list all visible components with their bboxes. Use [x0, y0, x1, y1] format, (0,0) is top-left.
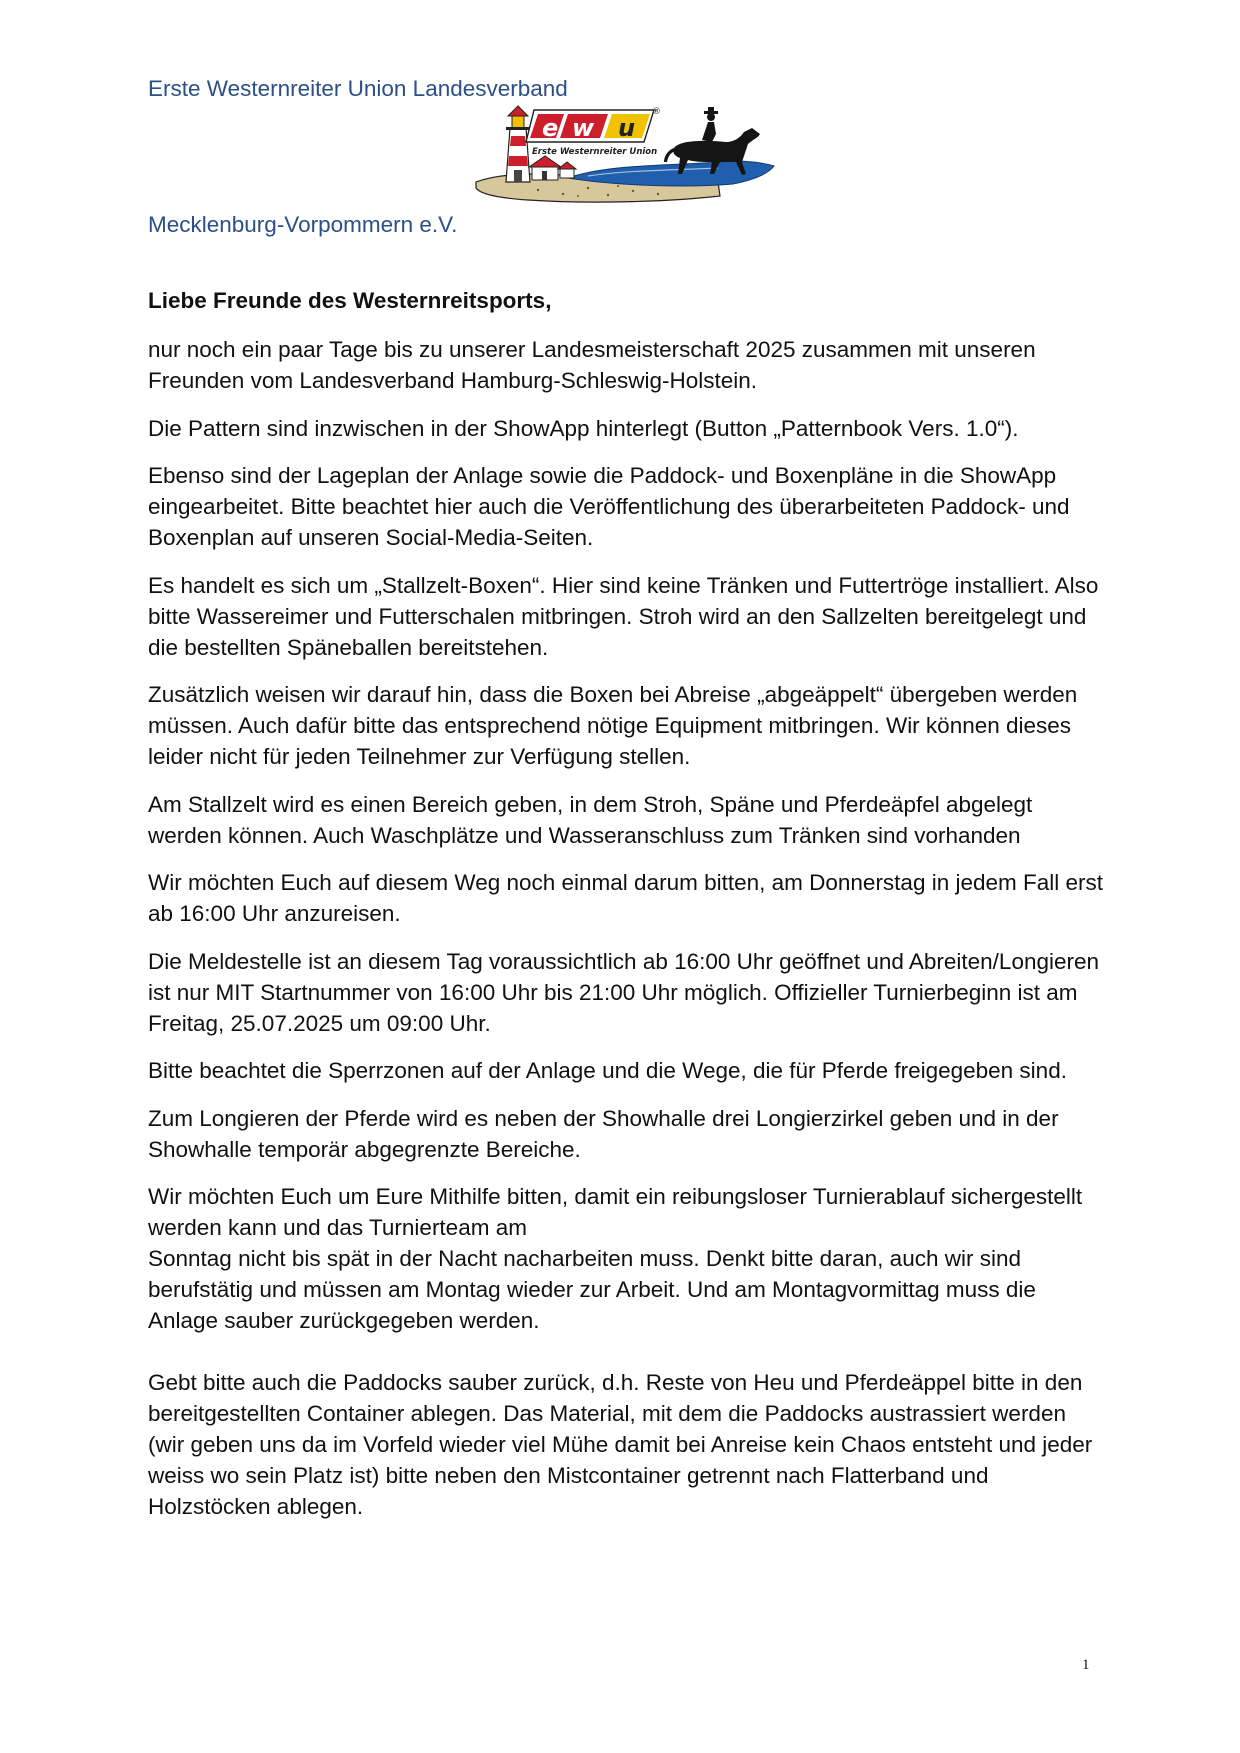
letter-paragraph: nur noch ein paar Tage bis zu unserer Landesmeisterschaft 2025 zusammen mit unseren Freunden vom Landesverband Hamburg-Schleswig-Holstein. [148, 337, 1036, 393]
svg-text:Erste Westernreiter Union: Erste Westernreiter Union [532, 147, 658, 157]
page-number: 1 [1082, 1657, 1090, 1673]
letter-greeting: Liebe Freunde des Westernreitsports, [148, 288, 552, 313]
letter-body [148, 285, 1108, 1539]
lighthouse-icon [506, 106, 530, 182]
letter-paragraph: Die Pattern sind inzwischen in der ShowApp hinterlegt (Button „Patternbook Vers. 1.0“). [148, 415, 1019, 441]
ewu-logo [468, 104, 780, 206]
letter-paragraph: Es handelt es sich um „Stallzelt-Boxen“. Hier sind keine Tränken und Futtertröge installiert. Also bitte Wassereimer und Futterschalen mitbringen. Stroh wird an den Sallzelten bereitgelegt und die bestellten Späneballen bereitstehen. [148, 572, 1099, 660]
letter-paragraph: Die Meldestelle ist an diesem Tag voraussichtlich ab 16:00 Uhr geöffnet und Abreiten/Longieren ist nur MIT Startnummer von 16:00 Uhr bis 21:00 Uhr möglich. Offizieller Turnierbeginn ist am Freitag, 25.07.2025 um 09:00 Uhr. [148, 948, 1100, 1036]
letter-paragraph: Wir möchten Euch auf diesem Weg noch einmal darum bitten, am Donnerstag in jedem Fall erst ab 16:00 Uhr anzureisen. [148, 870, 1104, 926]
svg-text:®: ® [652, 107, 661, 117]
letter-paragraph: Wir möchten Euch um Eure Mithilfe bitten, damit ein reibungsloser Turnierablauf sichergestellt werden kann und das Turnierteam am Sonntag nicht bis spät in der Nacht nacharbeiten muss. Denkt bitte daran, auch wir sind berufstätig und müssen am Montag wieder zur Arbeit. Und am Montagvormittag muss die Anlage sauber zurückgegeben werden. [148, 1184, 1083, 1333]
ewu-wordmark [526, 107, 661, 157]
svg-text:w: w [572, 114, 595, 142]
letter-paragraph: Ebenso sind der Lageplan der Anlage sowie die Paddock- und Boxenpläne in die ShowApp eingearbeitet. Bitte beachtet hier auch die Veröffentlichung des überarbeiteten Paddock- und Boxenplan auf unseren Social-Media-Seiten. [148, 463, 1070, 550]
svg-text:e: e [542, 114, 559, 142]
letter-paragraph: Zusätzlich weisen wir darauf hin, dass die Boxen bei Abreise „abgeäppelt“ übergeben werden müssen. Auch dafür bitte das entsprechend nötige Equipment mitbringen. Wir können dieses leider nicht für jeden Teilnehmer zur Verfügung stellen. [148, 682, 1078, 769]
letter-paragraph: Zum Longieren der Pferde wird es neben der Showhalle drei Longierzirkel geben und in der Showhalle temporär abgegrenzte Bereiche. [148, 1105, 1059, 1162]
house-icon [529, 156, 576, 180]
organization-name-line-1: Erste Westernreiter Union Landesverband [148, 76, 568, 101]
letter-paragraph: Bitte beachtet die Sperrzonen auf der Anlage und die Wege, die für Pferde freigegeben sind. [148, 1058, 1067, 1083]
letter-paragraph: Gebt bitte auch die Paddocks sauber zurück, d.h. Reste von Heu und Pferdeäppel bitte in den bereitgestellten Container ablegen. Das Material, mit dem die Paddocks austrassiert werden (wir geben uns da im Vorfeld wieder viel Mühe damit bei Anreise kein Chaos entsteht und jeder weiss wo sein Platz ist) bitte neben den Mistcontainer getrennt nach Flatterband und Holzstöcken ablegen. [148, 1370, 1093, 1519]
organization-name-line-2: Mecklenburg-Vorpommern e.V. [148, 212, 458, 237]
svg-text:u: u [618, 114, 636, 142]
letter-paragraph: Am Stallzelt wird es einen Bereich geben, in dem Stroh, Späne und Pferdeäpfel abgelegt werden können. Auch Waschplätze und Wasseranschluss zum Tränken sind vorhanden [148, 791, 1033, 848]
